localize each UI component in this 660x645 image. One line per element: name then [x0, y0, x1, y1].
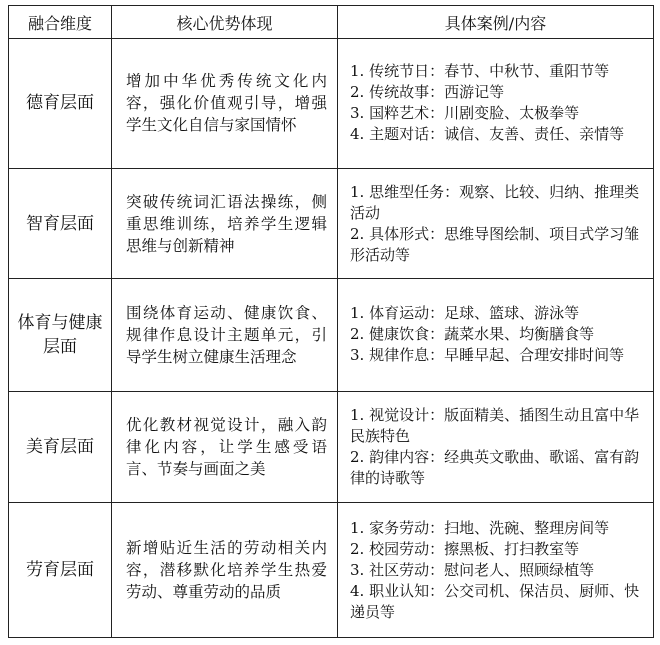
table-header-row — [9, 6, 654, 39]
row-advantage: 优化教材视觉设计，融入韵律化内容，让学生感受语言、节奏与画面之美 — [112, 391, 338, 502]
case-item: 1. 思维型任务：观察、比较、归纳、推理类活动 — [350, 182, 640, 222]
row-advantage: 围绕体育运动、健康饮食、规律作息设计主题单元，引导学生树立健康生活理念 — [112, 279, 338, 391]
table-row-physical-health — [9, 279, 654, 391]
integration-table-container — [8, 5, 653, 638]
row-advantage: 突破传统词汇语法操练，侧重思维训练，培养学生逻辑思维与创新精神 — [112, 168, 338, 278]
row-dimension: 劳育层面 — [9, 503, 112, 638]
table-row-labor — [9, 503, 654, 638]
case-item: 4. 主题对话：诚信、友善、责任、亲情等 — [350, 125, 625, 144]
case-item: 3. 规律作息：早睡早起、合理安排时间等 — [350, 346, 625, 365]
case-item: 1. 视觉设计：版面精美、插图生动且富中华民族特色 — [350, 405, 640, 445]
case-item: 1. 传统节日：春节、中秋节、重阳节等 — [350, 62, 610, 81]
row-dimension: 智育层面 — [9, 168, 112, 278]
header-advantage: 核心优势体现 — [112, 6, 338, 39]
case-item: 2. 校园劳动：擦黑板、打扫教室等 — [350, 539, 580, 558]
case-item: 1. 体育运动：足球、篮球、游泳等 — [350, 304, 580, 323]
case-item: 2. 韵律内容：经典英文歌曲、歌谣、富有韵律的诗歌等 — [350, 447, 640, 487]
case-item: 1. 家务劳动：扫地、洗碗、整理房间等 — [350, 518, 610, 537]
case-item: 3. 国粹艺术：川剧变脸、太极拳等 — [350, 104, 580, 123]
row-cases — [338, 168, 654, 278]
row-dimension: 美育层面 — [9, 391, 112, 502]
row-dimension: 德育层面 — [9, 39, 112, 169]
header-dimension: 融合维度 — [9, 6, 112, 39]
case-item: 3. 社区劳动：慰问老人、照顾绿植等 — [350, 560, 595, 579]
table-row-moral — [9, 39, 654, 169]
table-row-aesthetic — [9, 391, 654, 502]
case-item: 2. 具体形式：思维导图绘制、项目式学习雏形活动等 — [350, 224, 640, 264]
row-advantage: 增加中华优秀传统文化内容，强化价值观引导，增强学生文化自信与家国情怀 — [112, 39, 338, 169]
case-item: 2. 传统故事：西游记等 — [350, 83, 505, 102]
case-item: 2. 健康饮食：蔬菜水果、均衡膳食等 — [350, 325, 595, 344]
row-cases — [338, 39, 654, 169]
header-cases: 具体案例/内容 — [338, 6, 654, 39]
integration-table — [8, 5, 654, 638]
row-dimension: 体育与健康层面 — [9, 279, 112, 391]
row-cases — [338, 279, 654, 391]
case-item: 4. 职业认知：公交司机、保洁员、厨师、快递员等 — [350, 581, 640, 621]
table-row-intellectual — [9, 168, 654, 278]
row-cases — [338, 391, 654, 502]
row-cases — [338, 503, 654, 638]
row-advantage: 新增贴近生活的劳动相关内容，潜移默化培养学生热爱劳动、尊重劳动的品质 — [112, 503, 338, 638]
